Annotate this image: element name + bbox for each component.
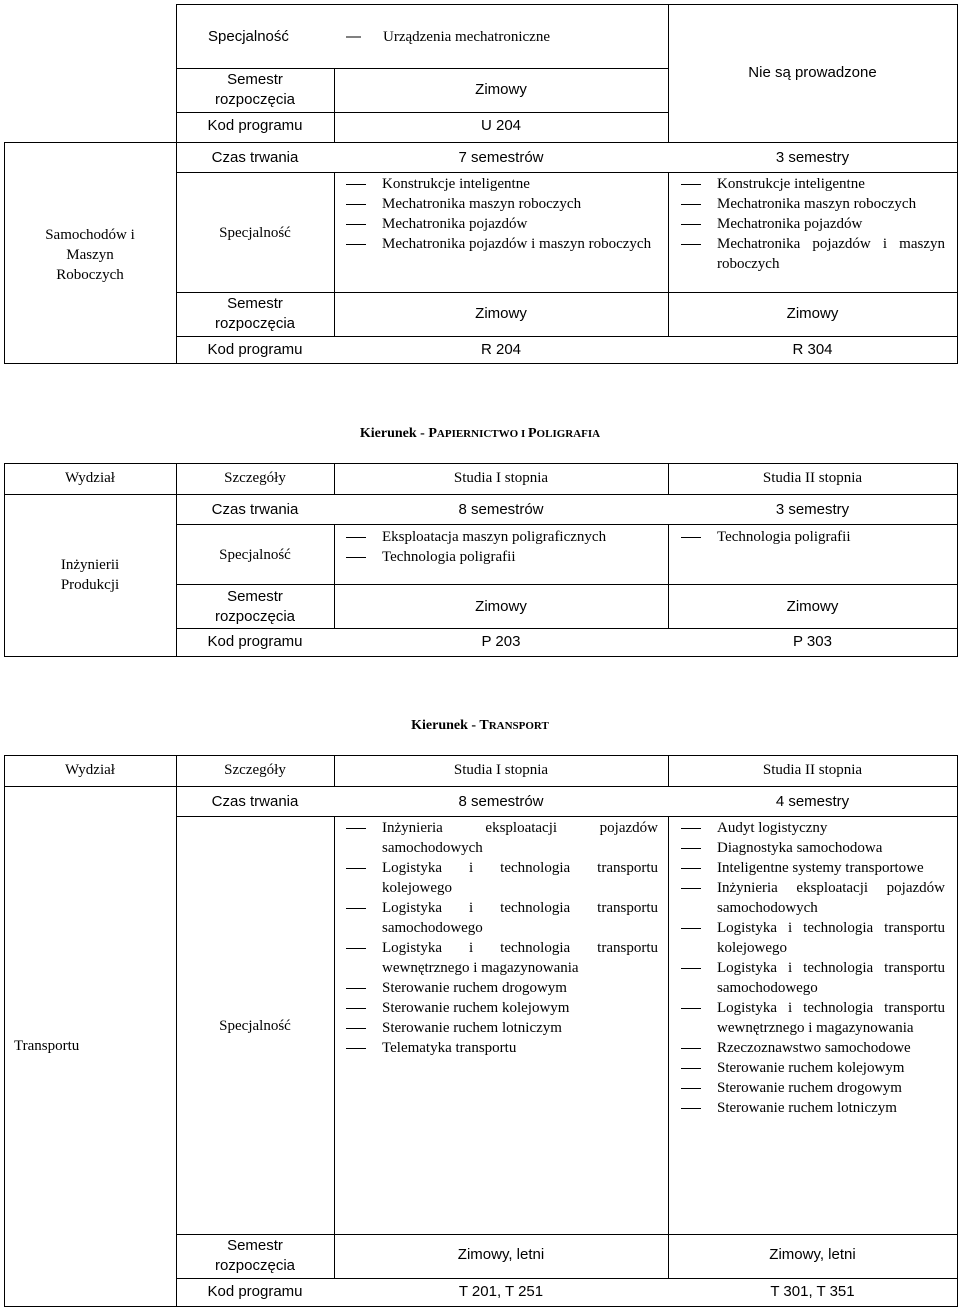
- semestr-label: Semestr: [227, 295, 283, 312]
- kod-value-1: T 201, T 251: [458, 1283, 544, 1300]
- header-studia-2: Studia II stopnia: [762, 470, 863, 486]
- list-item: Technologia poligrafii: [346, 547, 658, 567]
- list-item: Inteligentne systemy transportowe: [681, 858, 945, 878]
- czas-label: Czas trwania: [211, 149, 299, 166]
- header-szczegoly: Szczegóły: [224, 470, 286, 486]
- semestr-value-1: Zimowy: [475, 598, 527, 615]
- header-studia-2: Studia II stopnia: [762, 762, 863, 778]
- header-wydzial: Wydział: [65, 470, 115, 486]
- list-item: Sterowanie ruchem drogowym: [346, 978, 658, 998]
- semestr-label: Semestr: [227, 1237, 283, 1254]
- wydzial-label: Samochodów i: [45, 227, 135, 243]
- semestr-label-2: rozpoczęcia: [214, 1257, 296, 1274]
- spec-list-2: [681, 174, 945, 274]
- czas-value-1: 8 semestrów: [458, 501, 544, 518]
- list-item: Telematyka transportu: [346, 1038, 658, 1058]
- wydzial-label: Transportu: [14, 1038, 80, 1054]
- list-item: Logistyka i technologia transportu wewnętrznego i magazynowania: [681, 998, 945, 1038]
- spec-list-1: [346, 818, 658, 1058]
- kod-value-1: R 204: [480, 341, 522, 358]
- dash: —: [346, 28, 361, 45]
- header-wydzial: Wydział: [65, 762, 115, 778]
- semestr-label-2: rozpoczęcia: [214, 608, 296, 625]
- kod-value-2: R 304: [792, 341, 833, 358]
- spec-label: Specjalność: [219, 547, 291, 563]
- spec-list-2: [681, 527, 945, 547]
- czas-label: Czas trwania: [211, 793, 299, 810]
- kod-label: Kod programu: [207, 1283, 303, 1300]
- semestr-label-2: rozpoczęcia: [214, 315, 296, 332]
- list-item: Diagnostyka samochodowa: [681, 838, 945, 858]
- list-item: Rzeczoznawstwo samochodowe: [681, 1038, 945, 1058]
- wydzial-label-2: Produkcji: [60, 577, 120, 593]
- semestr-value-2: Zimowy: [786, 305, 839, 322]
- list-item: Logistyka i technologia transportu samochodowego: [681, 958, 945, 998]
- list-item: Technologia poligrafii: [681, 527, 945, 547]
- list-item: Sterowanie ruchem lotniczym: [346, 1018, 658, 1038]
- czas-value-2: 4 semestry: [775, 793, 850, 810]
- semestr-label: Semestr: [227, 71, 283, 88]
- semestr-label: Semestr: [227, 588, 283, 605]
- czas-label: Czas trwania: [211, 501, 299, 518]
- list-item: Logistyka i technologia transportu wewnętrznego i magazynowania: [346, 938, 658, 978]
- kod-value-2: P 303: [793, 633, 832, 650]
- spec-label: Specjalność: [219, 1018, 291, 1034]
- list-item: Mechatronika maszyn roboczych: [681, 194, 945, 214]
- wydzial-label: Inżynierii: [60, 557, 120, 573]
- list-item: Eksploatacja maszyn poligraficznych: [346, 527, 658, 547]
- kod-value: U 204: [480, 117, 522, 134]
- list-item: Mechatronika pojazdów i maszyn roboczych: [681, 234, 945, 274]
- header-szczegoly: Szczegóły: [224, 762, 286, 778]
- list-item: Sterowanie ruchem drogowym: [681, 1078, 945, 1098]
- list-item: Sterowanie ruchem kolejowym: [346, 998, 658, 1018]
- czas-value-1: 7 semestrów: [458, 149, 544, 166]
- semestr-label-2: rozpoczęcia: [214, 91, 296, 108]
- list-item: Konstrukcje inteligentne: [681, 174, 945, 194]
- wydzial-label-3: Roboczych: [56, 267, 124, 283]
- list-item: Sterowanie ruchem lotniczym: [681, 1098, 945, 1118]
- specjalnosc-value: Urządzenia mechatroniczne: [383, 29, 550, 45]
- header-studia-1: Studia I stopnia: [453, 762, 549, 778]
- list-item: Logistyka i technologia transportu samochodowego: [346, 898, 658, 938]
- spec-list-1: [346, 174, 658, 254]
- semestr-value-2: Zimowy: [786, 598, 839, 615]
- nie-prowadzone: Nie są prowadzone: [748, 64, 877, 81]
- list-item: Inżynieria eksploatacji pojazdów samochodowych: [681, 878, 945, 918]
- kod-value-1: P 203: [481, 633, 521, 650]
- list-item: Mechatronika pojazdów: [346, 214, 658, 234]
- wydzial-label-2: Maszyn: [66, 247, 114, 263]
- czas-value-1: 8 semestrów: [458, 793, 544, 810]
- kod-label: Kod programu: [207, 117, 303, 134]
- kod-value-2: T 301, T 351: [770, 1283, 855, 1300]
- semestr-value-2: Zimowy, letni: [769, 1246, 856, 1263]
- list-item: Mechatronika pojazdów: [681, 214, 945, 234]
- semestr-value-1: Zimowy: [475, 305, 527, 322]
- spec-label: Specjalność: [219, 225, 291, 241]
- list-item: Logistyka i technologia transportu kolejowego: [681, 918, 945, 958]
- list-item: Sterowanie ruchem kolejowym: [681, 1058, 945, 1078]
- kod-label: Kod programu: [207, 341, 303, 358]
- header-studia-1: Studia I stopnia: [453, 470, 549, 486]
- list-item: Inżynieria eksploatacji pojazdów samochodowych: [346, 818, 658, 858]
- semestr-value-1: Zimowy, letni: [457, 1246, 545, 1263]
- czas-value-2: 3 semestry: [775, 149, 850, 166]
- list-item: Audyt logistyczny: [681, 818, 945, 838]
- section-heading-papiernictwo: Kierunek - PAPIERNICTWO I POLIGRAFIA: [359, 426, 601, 441]
- spec-list-2: [681, 818, 945, 1118]
- list-item: Mechatronika maszyn roboczych: [346, 194, 658, 214]
- czas-value-2: 3 semestry: [775, 501, 850, 518]
- semestr-value: Zimowy: [475, 81, 527, 98]
- section-heading-transport: Kierunek - TRANSPORT: [411, 718, 549, 733]
- kod-label: Kod programu: [207, 633, 303, 650]
- spec-list-1: [346, 527, 658, 567]
- list-item: Mechatronika pojazdów i maszyn roboczych: [346, 234, 658, 254]
- specjalnosc-label: Specjalność: [208, 28, 289, 45]
- list-item: Logistyka i technologia transportu kolejowego: [346, 858, 658, 898]
- list-item: Konstrukcje inteligentne: [346, 174, 658, 194]
